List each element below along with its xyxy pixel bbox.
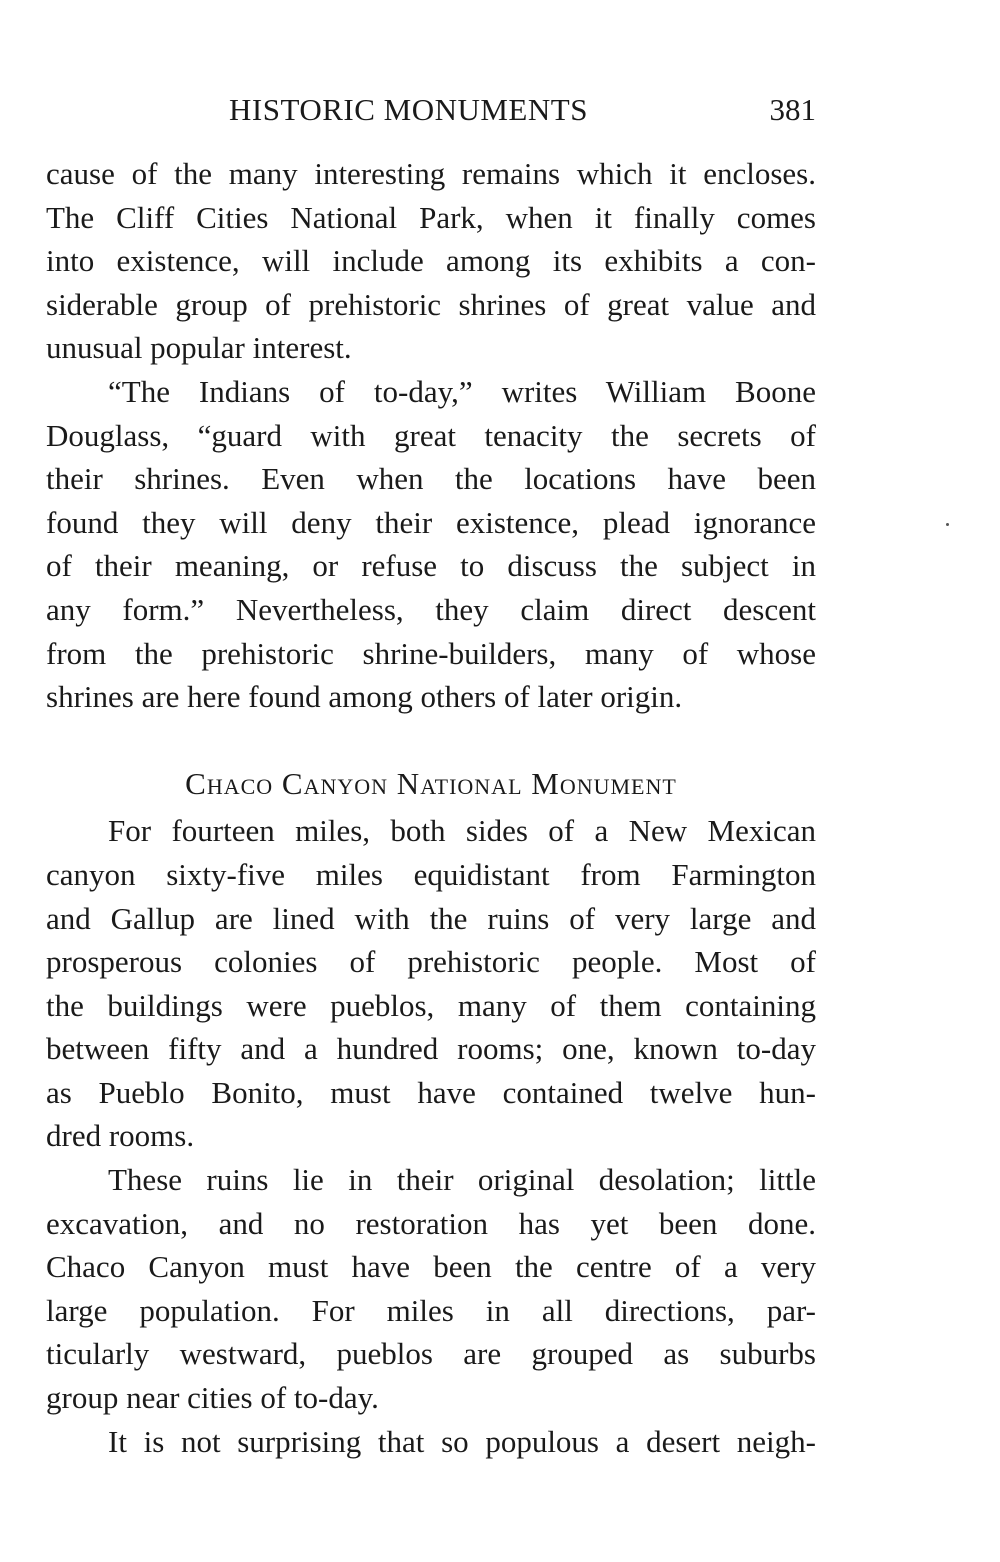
print-speck: [946, 523, 949, 526]
text-line: of their meaning, or refuse to discuss the subject in: [46, 548, 816, 584]
text-line: cause of the many interesting remains which it encloses.: [46, 156, 816, 191]
text-line: ticularly westward, pueblos are grouped as suburbs: [46, 1336, 816, 1372]
paragraph: [46, 1420, 816, 1464]
text-line: and Gallup are lined with the ruins of very large and: [46, 900, 816, 936]
text-line: the buildings were pueblos, many of them containing: [46, 987, 816, 1023]
text-line: The Cliff Cities National Park, when it finally comes: [46, 199, 816, 235]
text-line: any form.” Nevertheless, they claim direct descent: [46, 591, 816, 627]
text-line: siderable group of prehistoric shrines of great value and: [46, 286, 816, 322]
text-line: between fifty and a hundred rooms; one, known to-day: [46, 1031, 816, 1067]
text-line: Chaco Canyon must have been the centre of a very: [46, 1249, 816, 1285]
text-line: canyon sixty-five miles equidistant from Farmington: [46, 856, 816, 892]
body-text: [46, 152, 816, 1463]
paragraph: [46, 809, 816, 1158]
text-line: dred rooms.: [46, 1118, 195, 1154]
text-line: unusual popular interest.: [46, 330, 352, 366]
running-head-title: HISTORIC MONUMENTS: [229, 92, 588, 127]
text-line: For fourteen miles, both sides of a New Mexican: [108, 813, 816, 849]
page-number: 381: [769, 92, 816, 127]
text-line: group near cities of to-day.: [46, 1380, 379, 1416]
text-line: found they will deny their existence, plead ignorance: [46, 504, 816, 540]
text-line: large population. For miles in all directions, par-: [46, 1292, 816, 1328]
text-line: into existence, will include among its exhibits a con-: [46, 243, 816, 279]
paragraph: [46, 1158, 816, 1420]
text-line: These ruins lie in their original desolation; little: [108, 1162, 816, 1198]
text-line: from the prehistoric shrine-builders, many of whose: [46, 635, 816, 671]
paragraph: [46, 370, 816, 719]
text-line: Douglass, “guard with great tenacity the secrets of: [46, 417, 816, 453]
text-line: their shrines. Even when the locations have been: [46, 461, 816, 497]
text-line: shrines are here found among others of later origin.: [46, 679, 683, 715]
section-heading: Chaco Canyon National Monument: [185, 765, 677, 801]
text-line: prosperous colonies of prehistoric people. Most of: [46, 944, 816, 980]
running-head: [46, 92, 816, 136]
text-line: as Pueblo Bonito, must have contained twelve hun-: [46, 1074, 816, 1110]
paragraph: [46, 152, 816, 370]
text-line: It is not surprising that so populous a desert neigh-: [108, 1423, 816, 1459]
text-line: excavation, and no restoration has yet been done.: [46, 1205, 816, 1241]
text-line: “The Indians of to-day,” writes William Boone: [108, 373, 816, 409]
